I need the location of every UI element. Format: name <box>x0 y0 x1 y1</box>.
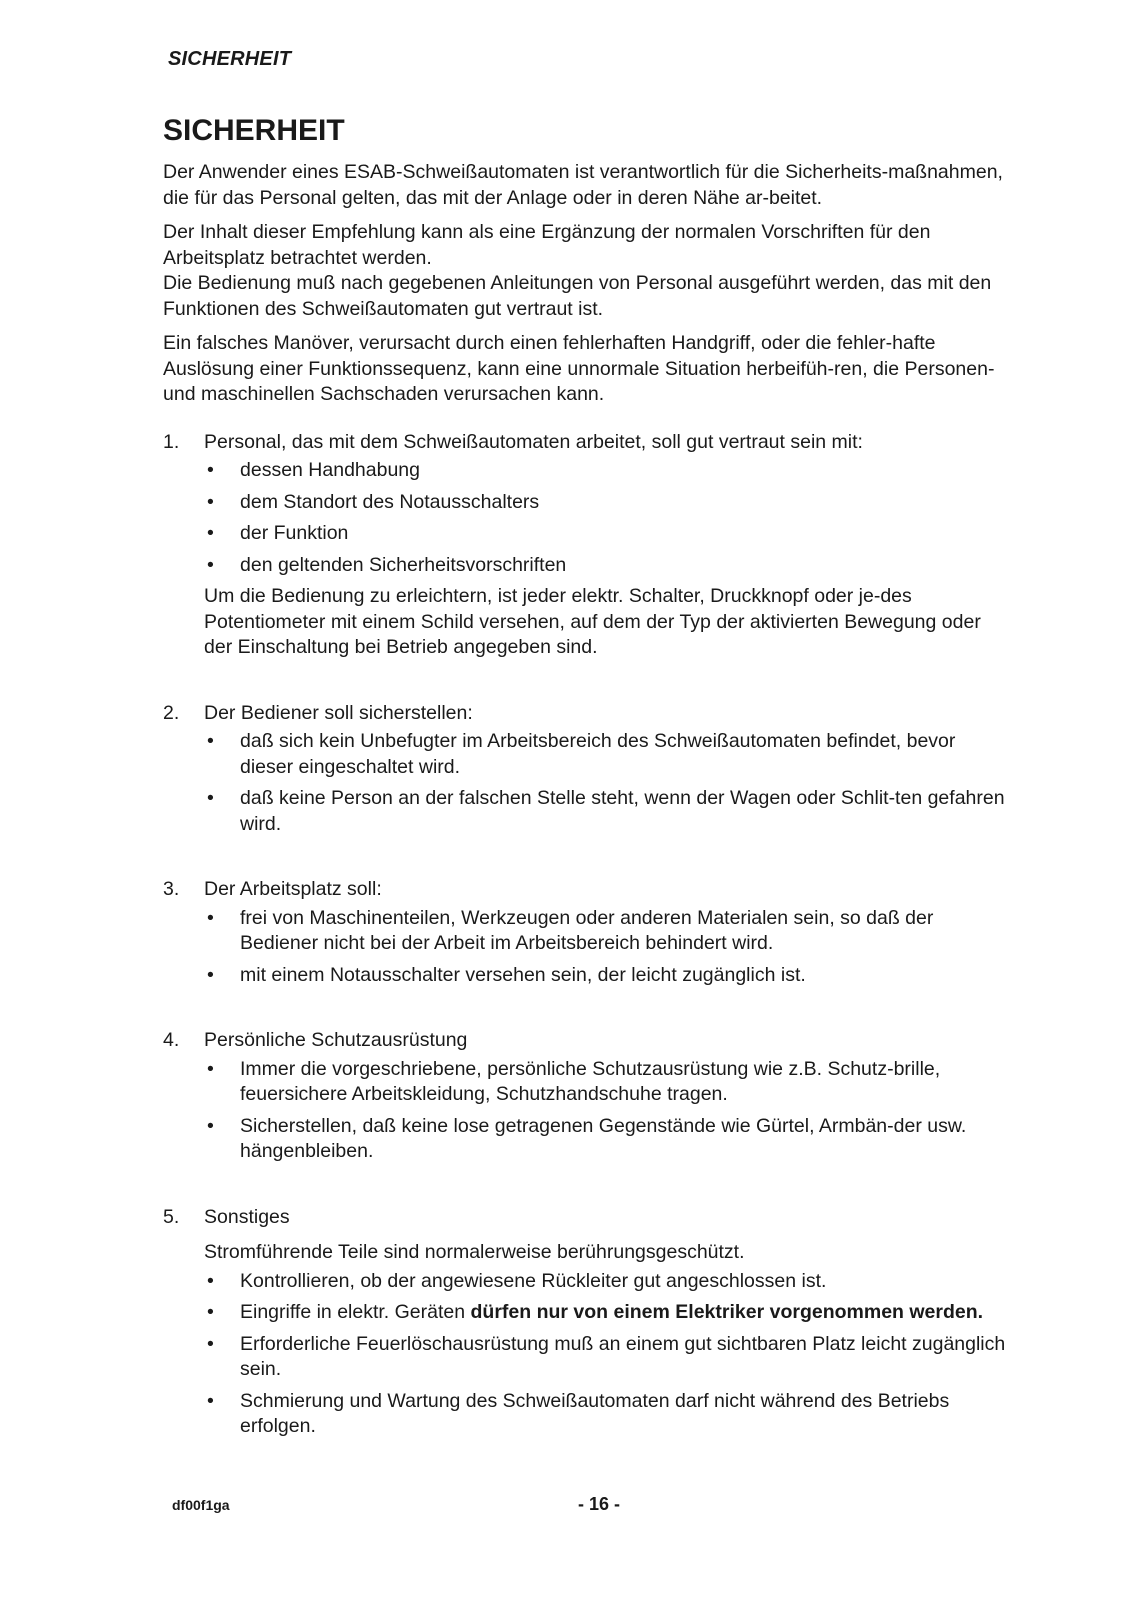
list-item-text: daß keine Person an der falschen Stelle steht, wenn der Wagen oder Schlit-ten gefahren wird. <box>240 787 1005 835</box>
list-item <box>204 1389 1013 1440</box>
page-title: SICHERHEIT <box>163 114 345 147</box>
bullet-icon: • <box>207 906 214 929</box>
list-item-text: den geltenden Sicherheitsvorschriften <box>240 553 567 576</box>
section-heading: Der Arbeitsplatz soll: <box>204 878 382 900</box>
section-2 <box>163 701 1013 838</box>
intro-paragraph: Der Inhalt dieser Empfehlung kann als eine Ergänzung der normalen Vorschriften für den Arbeitsplatz betrachtet werden. <box>163 221 931 269</box>
bullet-icon: • <box>207 1057 214 1080</box>
document-code: df00f1ga <box>172 1497 230 1513</box>
bullet-icon: • <box>207 1301 214 1323</box>
list-item <box>204 963 1013 989</box>
list-item <box>204 490 1013 516</box>
section-1 <box>163 430 1013 661</box>
bullet-list <box>204 1057 1013 1165</box>
list-item-text: der Funktion <box>240 522 349 544</box>
page-number: - 16 - <box>578 1494 621 1514</box>
section-note: Um die Bedienung zu erleichtern, ist jeder elektr. Schalter, Druckknopf oder je-des Potentiometer mit einem Schild versehen, auf dem der Typ der aktivierten Bewegung oder der Einschaltung bei Betrieb angegeben sind. <box>204 585 981 658</box>
list-item-text: Sicherstellen, daß keine lose getragenen Gegenstände wie Gürtel, Armbän-der usw. hängenbleiben. <box>240 1114 967 1162</box>
list-item-text: daß sich kein Unbefugter im Arbeitsbereich des Schweißautomaten befindet, bevor dieser eingeschaltet wird. <box>240 730 956 778</box>
section-number: 3. <box>163 878 180 900</box>
list-item-text: dem Standort des Notausschalters <box>240 490 540 513</box>
list-item-text: Erforderliche Feuerlöschausrüstung muß an einem gut sichtbaren Platz leicht zugänglich sein. <box>240 1332 1006 1380</box>
list-item <box>204 521 1013 547</box>
list-item <box>204 906 1013 957</box>
list-item-text: Schmierung und Wartung des Schweißautomaten darf nicht während des Betriebs erfolgen. <box>240 1389 950 1437</box>
section-number: 4. <box>163 1029 180 1051</box>
list-item <box>204 729 1013 780</box>
bullet-icon: • <box>207 730 214 752</box>
bold-warning-text: dürfen nur von einem Elektriker vorgenommen werden. <box>470 1301 984 1323</box>
bullet-icon: • <box>207 1389 214 1412</box>
bullet-icon: • <box>207 1332 214 1355</box>
list-item <box>204 1300 1013 1326</box>
bullet-icon: • <box>207 553 214 576</box>
bullet-icon: • <box>207 522 214 544</box>
section-number: 5. <box>163 1205 180 1228</box>
bullet-icon: • <box>207 963 214 986</box>
section-heading: Personal, das mit dem Schweißautomaten arbeitet, soll gut vertraut sein mit: <box>204 430 863 453</box>
list-item <box>204 1332 1013 1383</box>
list-item <box>204 1114 1013 1165</box>
bullet-list <box>204 906 1013 989</box>
section-4 <box>163 1028 1013 1165</box>
bullet-list <box>204 729 1013 837</box>
section-3 <box>163 877 1013 988</box>
intro-paragraph: Ein falsches Manöver, verursacht durch einen fehlerhaften Handgriff, oder die fehler-hafte Auslösung einer Funktionssequenz, kann eine unnormale Situation herbeifüh-ren, die Personen- und maschinellen Sachschaden verursachen kann. <box>163 332 995 405</box>
section-heading: Der Bediener soll sicherstellen: <box>204 701 473 724</box>
section-5 <box>163 1205 1013 1440</box>
intro-paragraph: Der Anwender eines ESAB-Schweißautomaten ist verantwortlich für die Sicherheits-maßnahmen, die für das Personal gelten, das mit der Anlage oder in deren Nähe ar-beitet. <box>163 161 1003 209</box>
list-item-text: Eingriffe in elektr. Geräten <box>240 1301 471 1323</box>
list-item <box>204 1269 1013 1295</box>
list-item-text: dessen Handhabung <box>240 459 420 481</box>
bullet-list <box>204 458 1013 578</box>
list-item-text: Immer die vorgeschriebene, persönliche Schutzausrüstung wie z.B. Schutz-brille, feuersichere Arbeitskleidung, Schutzhandschuhe tragen. <box>240 1057 941 1105</box>
bullet-icon: • <box>207 459 214 481</box>
bullet-icon: • <box>207 787 214 809</box>
section-heading: Persönliche Schutzausrüstung <box>204 1029 468 1051</box>
document-body <box>163 160 1013 1446</box>
list-item-text: Kontrollieren, ob der angewiesene Rückleiter gut angeschlossen ist. <box>240 1269 827 1292</box>
bullet-icon: • <box>207 1114 214 1137</box>
list-item <box>204 786 1013 837</box>
running-header: SICHERHEIT <box>168 48 292 70</box>
section-note: Stromführende Teile sind normalerweise berührungsgeschützt. <box>204 1241 745 1263</box>
section-number: 1. <box>163 430 180 453</box>
section-number: 2. <box>163 701 180 724</box>
list-item-text: mit einem Notausschalter versehen sein, der leicht zugänglich ist. <box>240 963 806 986</box>
section-heading: Sonstiges <box>204 1205 290 1228</box>
intro-paragraph: Die Bedienung muß nach gegebenen Anleitungen von Personal ausgeführt werden, das mit den Funktionen des Schweißautomaten gut vertraut ist. <box>163 272 992 320</box>
bullet-icon: • <box>207 490 214 513</box>
bullet-list <box>204 1269 1013 1440</box>
list-item <box>204 458 1013 484</box>
bullet-icon: • <box>207 1269 214 1292</box>
list-item <box>204 1057 1013 1108</box>
list-item-text: frei von Maschinenteilen, Werkzeugen oder anderen Materialen sein, so daß der Bediener nicht bei der Arbeit im Arbeitsbereich behindert wird. <box>240 906 934 954</box>
list-item <box>204 553 1013 579</box>
